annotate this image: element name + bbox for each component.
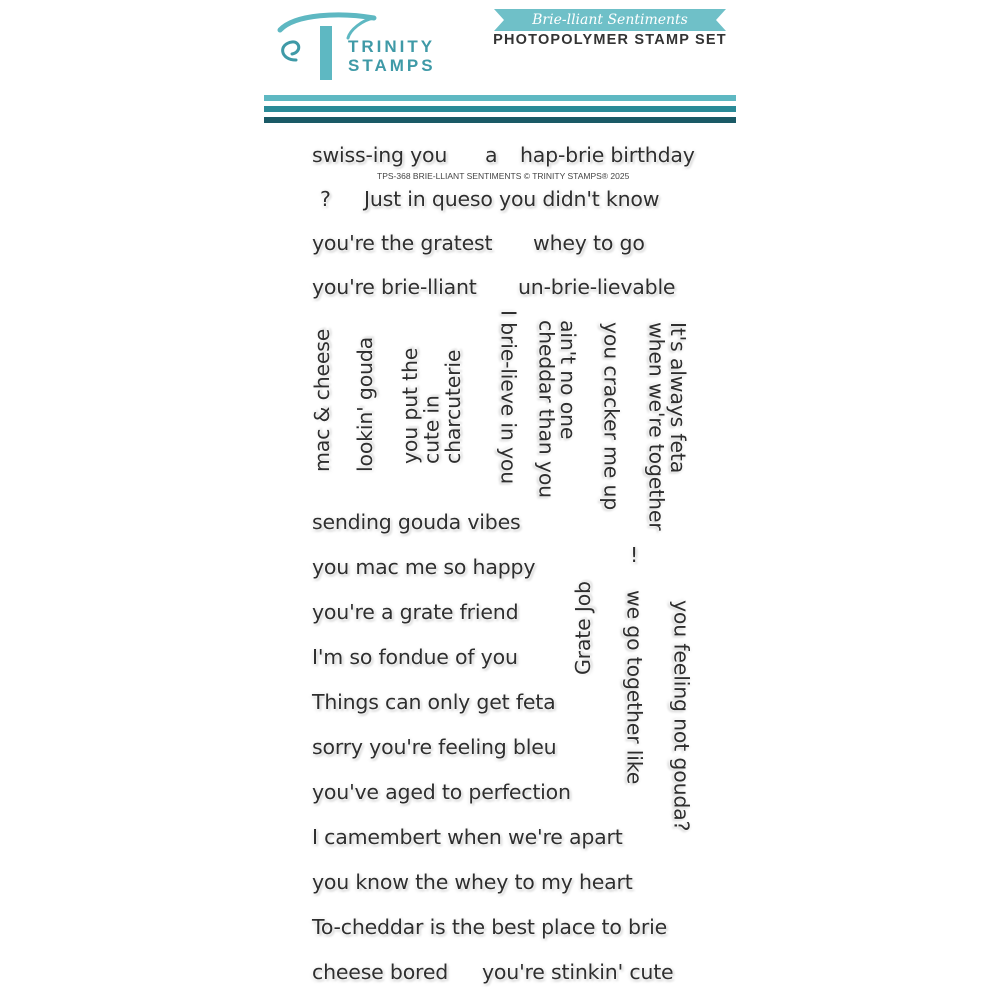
- stamp-lookin-gouda: lookin' gouda: [353, 336, 377, 472]
- stamp-i-camembert: I camembert when we're apart: [312, 825, 623, 849]
- stamp-feta-line2: when we're together: [644, 322, 669, 531]
- stamp-un-brie-lievable: un-brie-lievable: [518, 275, 676, 299]
- stamp-cute-line2: cute in: [419, 395, 444, 464]
- brand-name-line1: TRINITY: [348, 37, 436, 56]
- stamp-question-mark: ?: [320, 187, 331, 211]
- stamp-we-go-together-like: we go together like: [622, 590, 647, 785]
- stamp-exclamation: !: [630, 543, 639, 567]
- stamp-sorry-feeling-bleu: sorry you're feeling bleu: [312, 735, 557, 759]
- stamp-cheese-bored: cheese bored: [312, 960, 449, 984]
- set-type: PHOTOPOLYMER STAMP SET: [493, 32, 727, 48]
- stamp-you-mac-me-so-happy: you mac me so happy: [312, 555, 536, 579]
- brand-name-line2: STAMPS: [348, 56, 436, 75]
- stamp-cheddar-line1: ain't no one: [556, 320, 581, 440]
- stamp-you-cracker-me-up: you cracker me up: [599, 322, 624, 511]
- stamp-youre-brie-lliant: you're brie-lliant: [312, 275, 477, 299]
- stamp-a: a: [485, 143, 498, 167]
- stamp-aged-to-perfection: you've aged to perfection: [312, 780, 571, 804]
- stamp-youre-the-gratest: you're the gratest: [312, 231, 493, 255]
- header-stripe-dark: [264, 117, 736, 123]
- stamp-mac-and-cheese: mac & cheese: [310, 328, 334, 472]
- set-name: Brie-lliant Sentiments: [532, 12, 688, 28]
- stamp-cute-in-charcuterie: [400, 334, 465, 464]
- header-stripe-mid: [264, 106, 736, 112]
- stamp-feta-line1: It's always feta: [666, 322, 691, 474]
- stamp-aint-no-one-cheddar: [534, 320, 581, 520]
- stamp-whey-to-go: whey to go: [533, 231, 645, 255]
- stamp-to-cheddar-best-place: To-cheddar is the best place to brie: [312, 915, 667, 939]
- stamp-swissing-you: swiss-ing you: [312, 143, 448, 167]
- stamp-hap-brie-birthday: hap-brie birthday: [520, 143, 695, 167]
- stamp-sending-gouda-vibes: sending gouda vibes: [312, 510, 521, 534]
- stamp-things-can-only-get-feta: Things can only get feta: [312, 690, 556, 714]
- header-stripe-light: [264, 95, 736, 101]
- stamp-cute-line3: charcuterie: [441, 349, 466, 464]
- stamp-whey-to-my-heart: you know the whey to my heart: [312, 870, 633, 894]
- stamp-just-in-queso: Just in queso you didn't know: [364, 187, 660, 211]
- stamp-im-so-fondue-of-you: I'm so fondue of you: [312, 645, 518, 669]
- stamp-i-brie-lieve-in-you: I brie-lieve in you: [496, 310, 521, 485]
- stamp-grate-job: Grate Job: [571, 581, 595, 675]
- stamp-youre-stinkin-cute: you're stinkin' cute: [482, 960, 674, 984]
- stamp-youre-a-grate-friend: you're a grate friend: [312, 600, 519, 624]
- copyright-line: TPS-368 BRIE-LLIANT SENTIMENTS © TRINITY STAMPS® 2025: [377, 171, 630, 181]
- stamp-its-always-feta: [644, 322, 691, 547]
- stamp-cute-line1: you put the: [398, 347, 422, 464]
- stamp-feeling-not-gouda: you feeling not gouda?: [669, 600, 694, 832]
- stamp-cheddar-line2: cheddar than you: [534, 320, 559, 498]
